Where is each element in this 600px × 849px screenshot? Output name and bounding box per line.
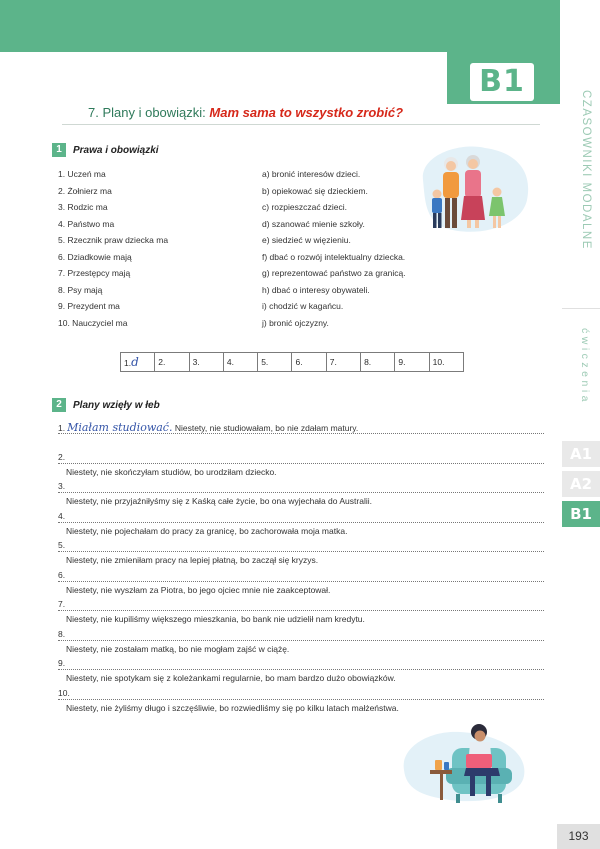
answer-line[interactable]: 6.: [58, 570, 544, 582]
header-band: [0, 0, 560, 52]
list-item: 6. Niestety, nie wyszłam za Piotra, bo jego ojciec mnie nie zaakceptował.: [58, 570, 544, 600]
level-tab-b1[interactable]: B1: [562, 501, 600, 527]
answer-cell[interactable]: 8.: [360, 352, 395, 372]
answer-line[interactable]: 2.: [58, 452, 544, 464]
list-item: d) szanować mienie szkoły.: [262, 218, 365, 229]
exercise2-list: [58, 422, 544, 717]
answer-cell[interactable]: 9.: [394, 352, 429, 372]
list-item: 8. Niestety, nie zostałam matką, bo nie mogłam zajść w ciążę.: [58, 629, 544, 659]
list-item: i) chodzić w kagańcu.: [262, 301, 344, 311]
list-item: 9. Niestety, nie spotykam się z koleżankami regularnie, bo mam bardzo dużo obowiązków.: [58, 658, 544, 688]
title-highlight: Mam sama to wszystko zrobić?: [209, 105, 404, 120]
list-item: 8. Psy mają: [58, 284, 103, 295]
answer-cell[interactable]: 1.d: [120, 352, 155, 372]
answer-cell[interactable]: 10.: [429, 352, 464, 372]
woman-laptop-illustration: [400, 712, 530, 804]
list-item: 7. Przestępcy mają: [58, 268, 131, 278]
answer-line[interactable]: 7.: [58, 599, 544, 611]
answer-line[interactable]: 5.: [58, 540, 544, 552]
list-item: f) dbać o rozwój intelektualny dziecka.: [262, 251, 406, 262]
answer-cell[interactable]: 2.: [154, 352, 189, 372]
answer-grid: [120, 352, 463, 372]
list-item: 1. Uczeń ma: [58, 169, 106, 179]
list-item: 10. Nauczyciel ma: [58, 317, 128, 328]
exercise1-number: 1: [52, 143, 66, 157]
list-item: [58, 422, 544, 452]
exercise2-number: 2: [52, 398, 66, 412]
list-item: 4. Państwo ma: [58, 218, 115, 229]
family-illustration: [415, 140, 535, 240]
list-item: 5. Niestety, nie zmieniłam pracy na lepiej płatną, bo zaczął się kryzys.: [58, 540, 544, 570]
list-item: j) bronić ojczyzny.: [262, 317, 329, 328]
exercise1-header: [52, 143, 159, 157]
list-item: 3. Rodzic ma: [58, 202, 108, 212]
answer-line[interactable]: 8.: [58, 629, 544, 641]
list-item: b) opiekować się dzieckiem.: [262, 185, 368, 196]
handwritten-answer: d: [131, 355, 139, 369]
list-item: c) rozpieszczać dzieci.: [262, 202, 348, 212]
answer-cell[interactable]: 6.: [291, 352, 326, 372]
list-item: 9. Prezydent ma: [58, 301, 120, 311]
list-item: h) dbać o interesy obywateli.: [262, 284, 370, 295]
level-badge: B1: [470, 63, 534, 101]
answer-line[interactable]: 4.: [58, 511, 544, 523]
sidebar-divider: [562, 308, 600, 309]
list-item: 2. Żołnierz ma: [58, 185, 112, 196]
list-item: 3. Niestety, nie przyjaźniłyśmy się z Kaśką całe życie, bo ona wyjechała do Australii.: [58, 481, 544, 511]
answer-cell[interactable]: 3.: [189, 352, 224, 372]
title-underline: [62, 124, 540, 125]
page-number: 193: [557, 824, 600, 849]
list-item: 6. Dziadkowie mają: [58, 251, 132, 262]
list-item: 4. Niestety, nie pojechałam do pracy za granicę, bo zachorowała moja matka.: [58, 511, 544, 541]
level-tab-a1[interactable]: A1: [562, 441, 600, 467]
list-item: a) bronić interesów dzieci.: [262, 169, 361, 179]
exercise1-left-column: [58, 166, 168, 331]
answer-line[interactable]: 10.: [58, 688, 544, 700]
answer-cell[interactable]: 7.: [326, 352, 361, 372]
answer-cell[interactable]: 5.: [257, 352, 292, 372]
level-tab-a2[interactable]: A2: [562, 471, 600, 497]
exercise1-right-column: [262, 166, 406, 331]
list-item: e) siedzieć w więzieniu.: [262, 235, 351, 245]
exercise2-title: Plany wzięły w łeb: [73, 399, 160, 411]
handwritten-answer: Miałam studiować.: [67, 421, 173, 434]
page-title: [88, 105, 403, 120]
sidebar-title: CZASOWNIKI MODALNE: [580, 90, 592, 250]
answer-line[interactable]: 1. Miałam studiować. Niestety, nie studiowałam, bo nie zdałam matury.: [58, 422, 544, 434]
answer-cell[interactable]: 4.: [223, 352, 258, 372]
list-item: 7. Niestety, nie kupiliśmy większego mieszkania, bo bank nie udzielił nam kredytu.: [58, 599, 544, 629]
sidebar-subtitle: ćwiczenia: [579, 328, 591, 406]
exercise1-title: Prawa i obowiązki: [73, 144, 159, 156]
answer-line[interactable]: 9.: [58, 658, 544, 670]
list-item: 5. Rzecznik praw dziecka ma: [58, 235, 169, 245]
exercise2-header: [52, 398, 160, 412]
title-prefix: 7. Plany i obowiązki:: [88, 105, 206, 120]
list-item: g) reprezentować państwo za granicą.: [262, 268, 406, 278]
answer-line[interactable]: 3.: [58, 481, 544, 493]
list-item: 10. Niestety, nie żyliśmy długo i szczęśliwie, bo rozwiedliśmy się po kilku latach małżeństwa.: [58, 688, 544, 718]
list-item: 2. Niestety, nie skończyłam studiów, bo urodziłam dziecko.: [58, 452, 544, 482]
